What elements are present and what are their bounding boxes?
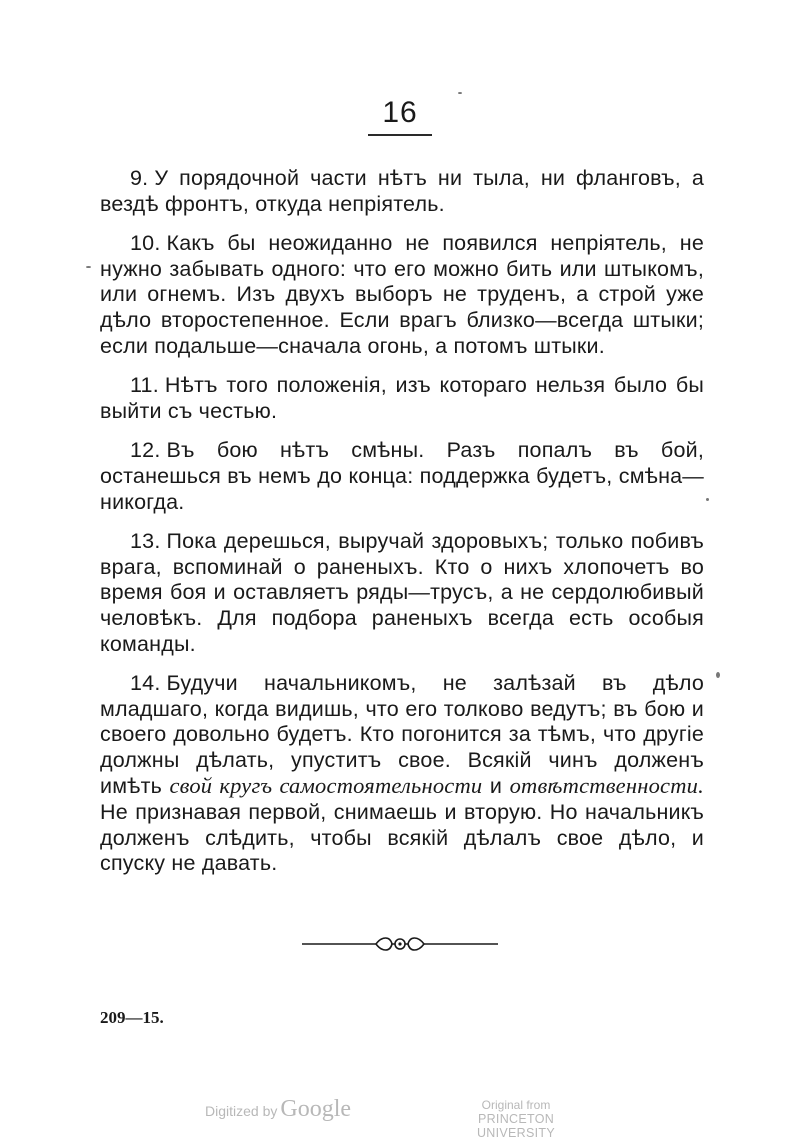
paragraph-9 bbox=[100, 166, 704, 217]
paragraph-text: У порядочной части нѣтъ ни тыла, ни фланговъ, а вездѣ фронтъ, откуда непріятель. bbox=[100, 166, 704, 216]
page-number-underline bbox=[368, 134, 432, 136]
paragraph-number: 13. bbox=[130, 529, 161, 554]
digitized-watermark bbox=[205, 1096, 351, 1123]
print-speck bbox=[458, 92, 462, 94]
paragraph-12 bbox=[100, 438, 704, 515]
printer-signature: 209—15. bbox=[100, 1008, 164, 1027]
paragraph-number: 14. bbox=[130, 671, 161, 696]
paragraph-text: Не признавая первой, снимаешь и вторую. Но начальникъ долженъ слѣдить, чтобы всякій дѣлалъ свое дѣло, и спуску не давать. bbox=[100, 800, 704, 876]
paragraph-text: Пока дерешься, выручай здоровыхъ; только побивъ врага, вспоминай о раненыхъ. Кто о нихъ хлопочетъ во время боя и оставляетъ ряды—трусъ, а не сердолюбивый человѣкъ. Для подбора раненыхъ всегда есть особыя команды. bbox=[100, 529, 704, 656]
body-text bbox=[100, 166, 704, 891]
paragraph-text: Нѣтъ того положенія, изъ котораго нельзя было бы выйти съ честью. bbox=[100, 373, 704, 423]
paragraph-text: Въ бою нѣтъ смѣны. Разъ попалъ въ бой, останешься въ немъ до конца: поддержка будетъ, смѣна—никогда. bbox=[100, 438, 704, 514]
paragraph-10 bbox=[100, 231, 704, 359]
google-logo: Google bbox=[280, 1096, 352, 1122]
emphasized-text: свой кругъ самостоятельности bbox=[169, 773, 483, 799]
original-from-label: Original from bbox=[481, 1098, 551, 1112]
institution-label: PRINCETON UNIVERSITY bbox=[476, 1112, 555, 1140]
paragraph-13 bbox=[100, 529, 704, 657]
print-speck bbox=[706, 498, 709, 501]
paragraph-text: Какъ бы неожиданно не появился непріятель, не нужно забывать одного: что его можно бить или штыкомъ, или огнемъ. Изъ двухъ выборъ не труденъ, а строй уже дѣло второстепенное. Если врагъ близко—всегда штыки; если подальше—сначала огонь, а потомъ штыки. bbox=[100, 231, 704, 358]
paragraph-text: и bbox=[489, 774, 503, 799]
paragraph-number: 11. bbox=[130, 373, 159, 398]
print-speck bbox=[716, 672, 720, 678]
paragraph-14 bbox=[100, 671, 704, 877]
paragraph-number: 10. bbox=[130, 231, 161, 256]
paragraph-11 bbox=[100, 373, 704, 424]
print-speck bbox=[86, 266, 91, 268]
paragraph-text: Будучи начальникомъ, не залѣзай въ дѣло младшаго, когда видишь, что его толково ведутъ; въ бою и своего довольно будетъ. Кто погонится за тѣмъ, что другіе должны дѣлать, упуститъ свое. Всякій чинъ долженъ имѣть bbox=[100, 671, 704, 799]
page-number: 16 bbox=[382, 96, 418, 129]
emphasized-text: отвѣтственности. bbox=[509, 773, 704, 799]
paragraph-number: 12. bbox=[130, 438, 161, 463]
ornament-divider bbox=[300, 932, 500, 956]
digitized-by-label: Digitized by bbox=[205, 1103, 278, 1119]
paragraph-number: 9. bbox=[130, 166, 149, 190]
original-source-watermark bbox=[446, 1098, 586, 1140]
